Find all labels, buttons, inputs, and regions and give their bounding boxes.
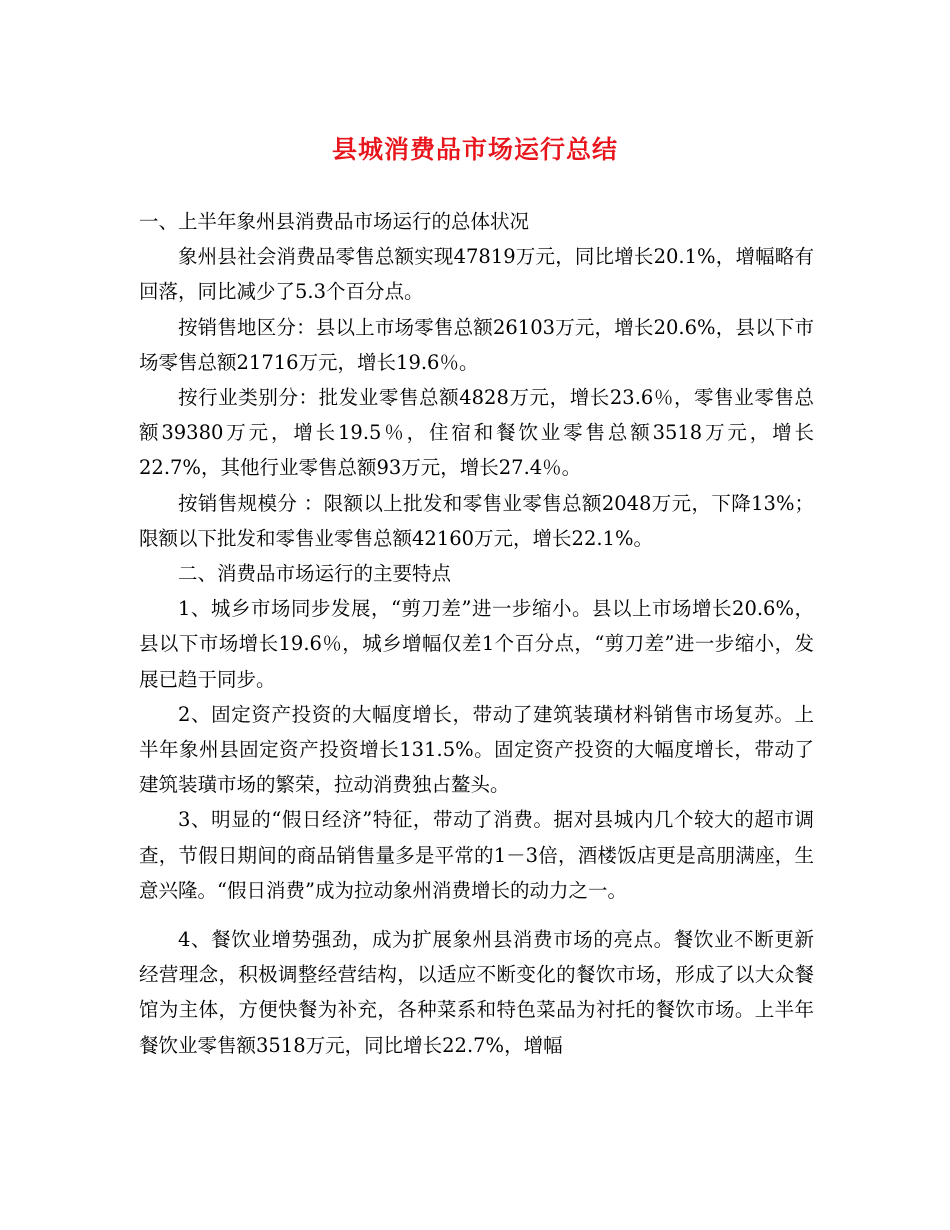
section-heading-2: 二、消费品市场运行的主要特点 (178, 562, 452, 586)
document-body (139, 204, 814, 1063)
paragraph: 按行业类别分：批发业零售总额4828万元，增长23.6％，零售业零售总额39380万元，增长19.5％，住宿和餐饮业零售总额3518万元，增长22.7%，其他行业零售总额93万元，增长27.4％。 (139, 386, 814, 480)
paragraph: 2、固定资产投资的大幅度增长，带动了建筑装璜材料销售市场复苏。上半年象州县固定资产投资增长131.5%。固定资产投资的大幅度增长，带动了建筑装璜市场的繁荣，拉动消费独占鳌头。 (139, 702, 814, 797)
section-heading-1: 一、上半年象州县消费品市场运行的总体状况 (139, 210, 530, 233)
paragraph: 1、城乡市场同步发展，“剪刀差”进一步缩小。县以上市场增长20.6%，县以下市场增长19.6％，城乡增幅仅差1个百分点，“剪刀差”进一步缩小，发展已趋于同步。 (139, 597, 814, 691)
paragraph: 按销售规模分 ：限额以上批发和零售业零售总额2048万元，下降13%；限额以下批发和零售业零售总额42160万元，增长22.1%。 (139, 491, 814, 550)
paragraph: 按销售地区分：县以上市场零售总额26103万元，增长20.6%，县以下市场零售总额21716万元，增长19.6％。 (139, 315, 814, 374)
document-title: 县城消费品市场运行总结 (331, 135, 618, 164)
paragraph: 象州县社会消费品零售总额实现47819万元，同比增长20.1%，增幅略有回落，同比减少了5.3个百分点。 (139, 245, 814, 304)
paragraph: 3、明显的“假日经济”特征，带动了消费。据对县城内几个较大的超市调查，节假日期间的商品销售量多是平常的1－3倍，酒楼饭店更是高朋满座，生意兴隆。“假日消费”成为拉动象州消费增长的动力之一。 (139, 808, 814, 902)
paragraph: 4、餐饮业增势强劲，成为扩展象州县消费市场的亮点。餐饮业不断更新经营理念，积极调整经营结构，以适应不断变化的餐饮市场，形成了以大众餐馆为主体，方便快餐为补充，各种菜系和特色菜品为衬托的餐饮市场。上半年餐饮业零售额3518万元，同比增长22.7%，增幅 (139, 928, 814, 1057)
